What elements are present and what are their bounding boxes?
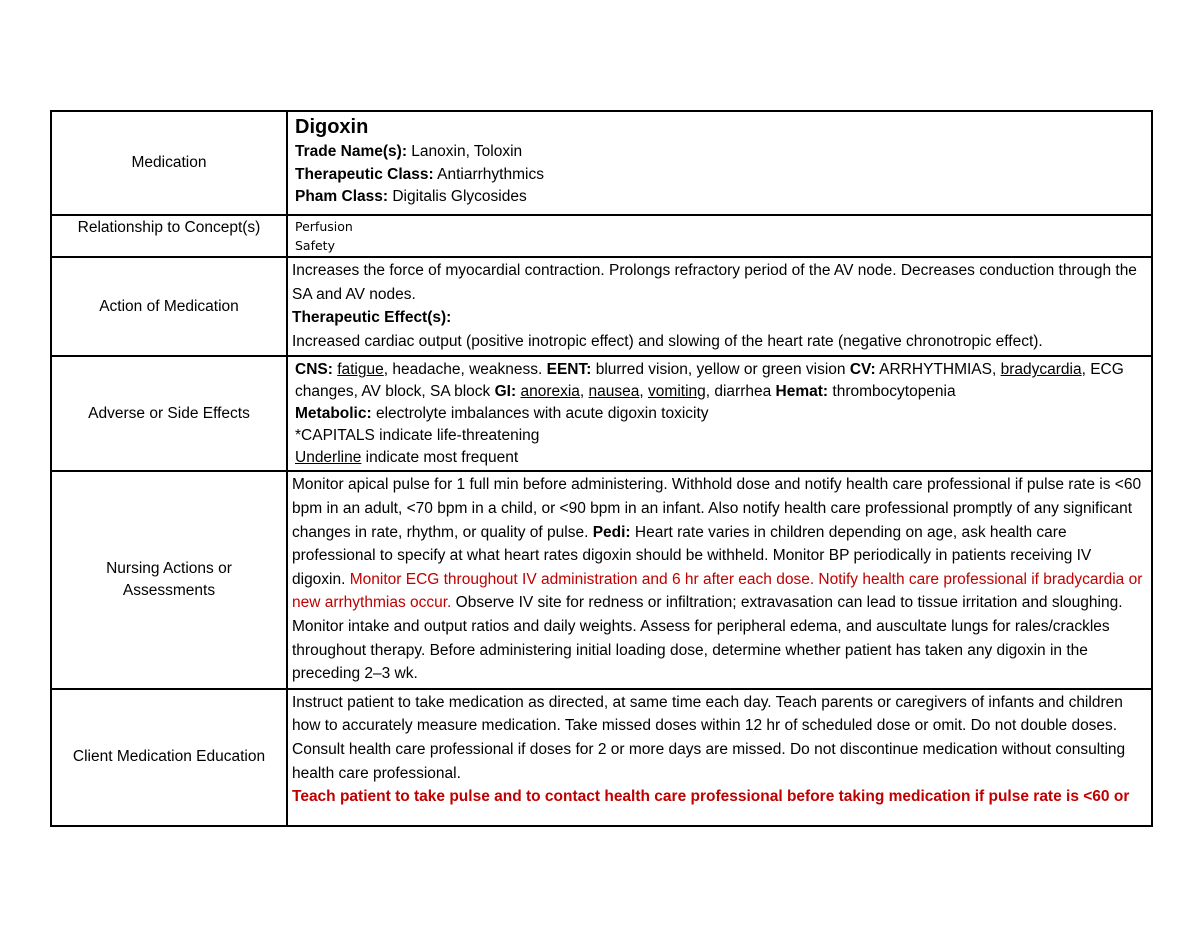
nursing-label: Nursing Actions or Assessments — [51, 471, 287, 688]
education-label: Client Medication Education — [51, 689, 287, 826]
nursing-row — [51, 471, 1152, 688]
underline-note — [295, 447, 1144, 469]
trade-name-label: Trade Name(s): — [295, 143, 407, 160]
action-content — [287, 257, 1152, 356]
therapeutic-class-label: Therapeutic Class: — [295, 165, 434, 183]
adverse-row — [51, 356, 1152, 471]
nursing-content — [287, 471, 1152, 688]
pham-class-label: Pham Class: — [295, 188, 389, 205]
adverse-content — [287, 356, 1152, 471]
text-fragment: , — [639, 383, 649, 401]
medication-row — [51, 111, 1152, 215]
fatigue-text: fatigue — [337, 361, 384, 379]
education-row — [51, 689, 1152, 826]
action-label: Action of Medication — [51, 257, 287, 356]
hemat-text: thrombocytopenia — [828, 383, 956, 401]
nausea-text: nausea — [588, 383, 640, 401]
gi-label: GI: — [494, 383, 517, 401]
action-row — [51, 257, 1152, 356]
trade-name-line — [295, 141, 1144, 164]
concept-item: Perfusion — [295, 219, 353, 234]
pham-class-value: Digitalis Glycosides — [388, 188, 527, 205]
anorexia-text: anorexia — [520, 383, 580, 401]
metabolic-label: Metabolic: — [295, 405, 372, 423]
metabolic-line — [295, 403, 1144, 425]
cv-text: ARRHYTHMIAS, — [875, 361, 1001, 379]
eent-text: blurred vision, yellow or green vision — [591, 361, 850, 379]
underline-rest: indicate most frequent — [361, 449, 519, 467]
adverse-effects-text — [295, 361, 1124, 400]
medication-info — [287, 111, 1152, 215]
capitals-note: *CAPITALS indicate life-threatening — [295, 427, 540, 445]
drug-name: Digoxin — [295, 116, 369, 138]
vomiting-text: vomiting — [648, 383, 706, 401]
gi-rest-text: , diarrhea — [705, 383, 776, 401]
nursing-alert-text: Monitor ECG throughout IV administration and 6 hr after each dose. Notify health care professional if bradycardia or new arrhythmias occur. — [292, 570, 1143, 612]
metabolic-text: electrolyte imbalances with acute digoxin toxicity — [371, 405, 709, 423]
therapeutic-class-line — [295, 164, 1144, 187]
education-text: Instruct patient to take medication as directed, at same time each day. Teach parents or caregivers of infants and children how to accurately measure medication. Take missed doses within 12 hr of scheduled dose or omit. Do not double doses. Consult health care professional if doses for 2 or more days are missed. Do not discontinue medication without consulting health care professional. — [292, 693, 1126, 782]
cns-text: , headache, weakness. — [383, 361, 547, 379]
therapeutic-effect-text: Increased cardiac output (positive inotropic effect) and slowing of the heart rate (negative chronotropic effect). — [292, 332, 1043, 350]
therapeutic-class-value: Antiarrhythmics — [433, 165, 544, 183]
therapeutic-effect-label: Therapeutic Effect(s): — [292, 309, 452, 327]
pedi-label: Pedi: — [592, 523, 631, 541]
concept-item: Safety — [295, 238, 335, 253]
underline-word: Underline — [295, 449, 362, 467]
medication-card-table — [50, 110, 1153, 827]
pham-class-line — [295, 186, 1144, 209]
nursing-text-2: Heart rate varies in children depending on age, ask health care professional to specify at what heart rates digoxin should be withheld. Monitor BP periodically in patients receiving IV digoxin. — [292, 523, 1092, 588]
nursing-text-1: Monitor apical pulse for 1 full min before administering. Withhold dose and notify health care professional if pulse rate is <60 bpm in an adult, <70 bpm in a child, or <90 bpm in an infant. Also notify health care professional promptly of any significant changes in rate, rhythm, or quality of pulse. — [292, 476, 1142, 541]
trade-name-value: Lanoxin, Toloxin — [406, 143, 523, 160]
medication-label: Medication — [51, 111, 287, 215]
cns-label: CNS: — [295, 361, 333, 379]
relationship-concepts — [287, 215, 1152, 257]
relationship-row — [51, 215, 1152, 257]
adverse-label: Adverse or Side Effects — [51, 356, 287, 471]
bradycardia-text: bradycardia — [1000, 361, 1082, 379]
nursing-text-3: Observe IV site for redness or infiltration; extravasation can lead to tissue irritation and sloughing. Monitor intake and output ratios and daily weights. Assess for peripheral edema, and auscultate lungs for rales/crackles throughout therapy. Before administering initial loading dose, determine whether patient has taken any digoxin in the preceding 2–3 wk. — [292, 594, 1123, 683]
relationship-label: Relationship to Concept(s) — [51, 215, 287, 257]
education-content — [287, 689, 1152, 826]
cv-rest-text: , ECG changes, AV block, SA block — [295, 361, 1124, 401]
eent-label: EENT: — [546, 361, 592, 379]
hemat-label: Hemat: — [775, 383, 829, 401]
cv-label: CV: — [849, 361, 876, 379]
action-text: Increases the force of myocardial contraction. Prolongs refractory period of the AV node. Decreases conduction through the SA and AV nodes. — [292, 262, 1137, 303]
education-alert-text: Teach patient to take pulse and to contact health care professional before taking medication if pulse rate is <60 or — [292, 788, 1130, 806]
text-fragment: , — [579, 383, 589, 401]
